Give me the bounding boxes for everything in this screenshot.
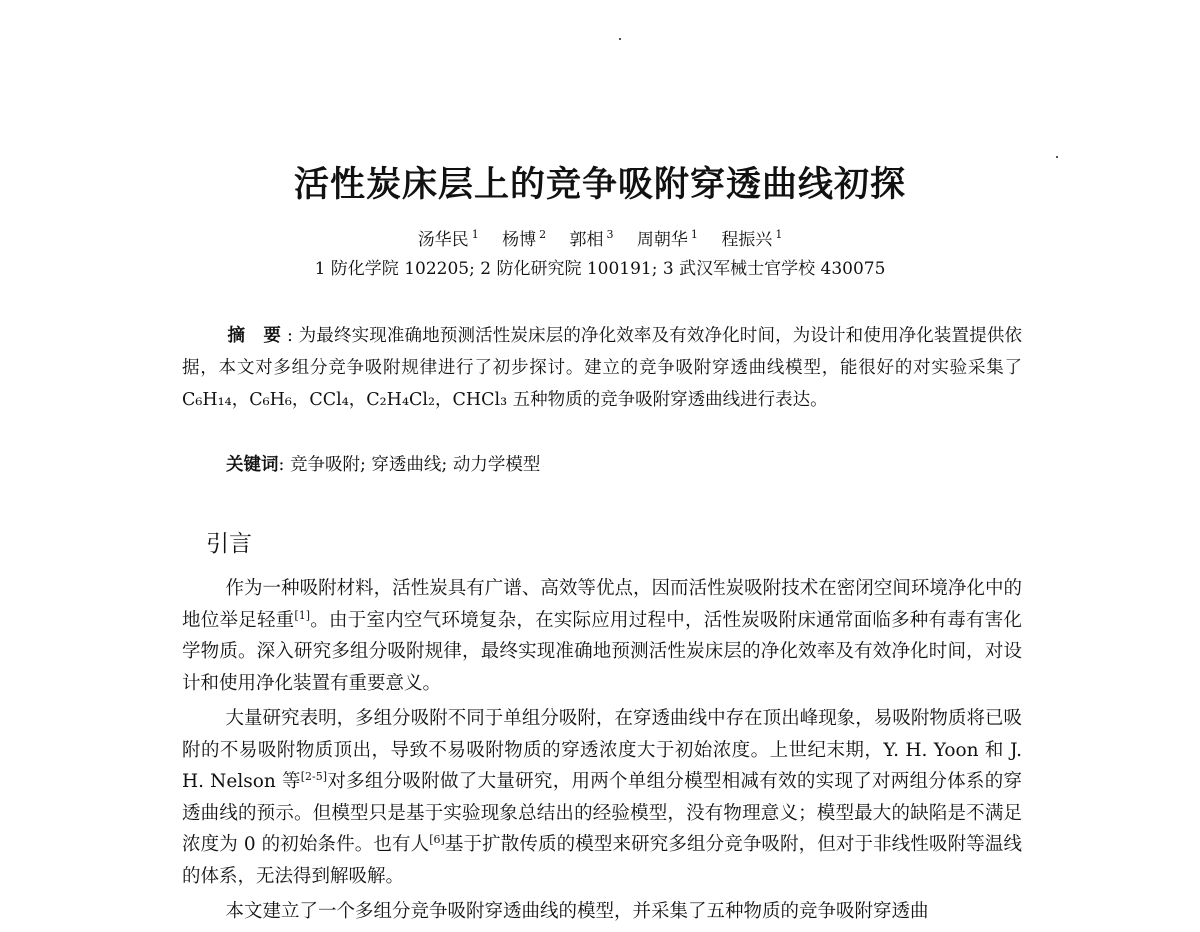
author-list xyxy=(0,223,1200,252)
keywords-label: 关键词 xyxy=(226,455,279,475)
affiliations: 1 防化学院 102205; 2 防化研究院 100191; 3 武汉军械士官学校 430075 xyxy=(314,259,886,279)
author: 杨博 $^2$ xyxy=(502,228,547,250)
abstract-label: 摘 要 xyxy=(227,326,288,346)
scan-speck xyxy=(619,38,621,40)
keywords xyxy=(226,451,1026,479)
author: 汤华民 $^1$ xyxy=(417,228,479,250)
paragraph: 大量研究表明，多组分吸附不同于单组分吸附，在穿透曲线中存在顶出峰现象，易吸附物质将已吸附的不易吸附物质顶出，导致不易吸附物质的穿透浓度大于初始浓度。上世纪末期，Y. H. Yoon 和 J. H. Nelson 等[2-5]对多组分吸附做了大量研究，用两个单组分模型相减有效的实现了对两组分体系的穿透曲线的预示。但模型只是基于实验现象总结出的经验模型，没有物理意义；模型最大的缺陷是不满足浓度为 0 的初始条件。也有人[6]基于扩散传质的模型来研究多组分竞争吸附，但对于非线性吸附等温线的体系，无法得到解吸解。 xyxy=(182,708,1022,887)
abstract xyxy=(182,320,1022,416)
author: 程振兴 $^1$ xyxy=(721,228,783,250)
citation: [6] xyxy=(429,832,445,846)
paragraph: 作为一种吸附材料，活性炭具有广谱、高效等优点，因而活性炭吸附技术在密闭空间环境净化中的地位举足轻重[1]。由于室内空气环境复杂，在实际应用过程中，活性炭吸附床通常面临多种有毒有害化学物质。深入研究多组分吸附规律，最终实现准确地预测活性炭床层的净化效率及有效净化时间，对设计和使用净化装置有重要意义。 xyxy=(182,578,1022,694)
author: 郭相 $^3$ xyxy=(569,228,614,250)
citation: [2-5] xyxy=(300,769,328,783)
paragraph: 本文建立了一个多组分竞争吸附穿透曲线的模型，并采集了五种物质的竞争吸附穿透曲 xyxy=(225,901,929,922)
section-heading: 引言 xyxy=(206,531,252,557)
keywords-text: : 竞争吸附; 穿透曲线; 动力学模型 xyxy=(278,455,541,475)
citation: [1] xyxy=(294,608,311,622)
scan-speck xyxy=(1056,156,1058,158)
abstract-text: : 为最终实现准确地预测活性炭床层的净化效率及有效净化时间，为设计和使用净化装置提供依据，本文对多组分竞争吸附规律进行了初步探讨。建立的竞争吸附穿透曲线模型，能很好的对实验采集了 C₆H₁₄，C₆H₆，CCl₄，C₂H₄Cl₂，CHCl₃ 五种物质的竞争吸附穿透曲线进行表达。 xyxy=(182,326,1023,410)
paper-title: 活性炭床层上的竞争吸附穿透曲线初探 xyxy=(293,164,906,205)
body-text xyxy=(182,573,1022,932)
author: 周朝华 $^1$ xyxy=(636,228,698,250)
